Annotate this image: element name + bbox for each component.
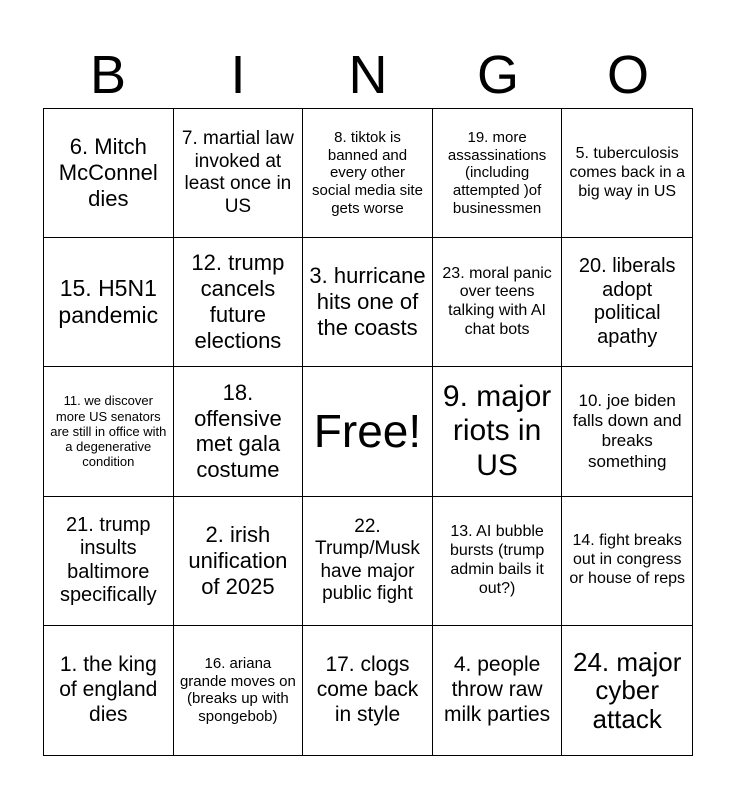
bingo-board [43, 108, 693, 756]
bingo-cell[interactable]: 14. fight breaks out in congress or house of reps [562, 497, 692, 626]
bingo-cell[interactable]: 22. Trump/Musk have major public fight [303, 497, 433, 626]
bingo-cell[interactable]: 24. major cyber attack [573, 646, 682, 734]
bingo-header [43, 42, 693, 108]
bingo-cell[interactable]: 17. clogs come back in style [303, 626, 433, 755]
bingo-cell[interactable]: 21. trump insults baltimore specifically [44, 497, 174, 626]
bingo-cell[interactable]: 16. ariana grande moves on (breaks up with spongebob) [174, 626, 304, 755]
bingo-cell[interactable]: 10. joe biden falls down and breaks something [562, 367, 692, 496]
bingo-cell[interactable]: 3. hurricane hits one of the coasts [303, 238, 433, 367]
bingo-cell[interactable]: 18. offensive met gala costume [174, 367, 304, 496]
header-letter-n: N [348, 45, 388, 105]
bingo-cell[interactable]: 2. irish unification of 2025 [174, 497, 304, 626]
bingo-cell[interactable]: 15. H5N1 pandemic [44, 238, 174, 367]
bingo-cell[interactable]: 19. more assassinations (including attempted )of businessmen [433, 109, 563, 238]
header-letter-o: O [606, 45, 649, 105]
header-letter-g: G [476, 45, 519, 105]
free-space-cell[interactable]: Free! [303, 367, 433, 496]
bingo-cell[interactable]: 11. we discover more US senators are still in office with a degenerative condition [44, 367, 174, 496]
bingo-cell[interactable]: 1. the king of england dies [44, 626, 174, 755]
bingo-cell[interactable]: 12. trump cancels future elections [174, 238, 304, 367]
bingo-cell[interactable]: 7. martial law invoked at least once in US [174, 109, 304, 238]
bingo-cell[interactable]: 8. tiktok is banned and every other social media site gets worse [303, 109, 433, 238]
bingo-cell[interactable]: 13. AI bubble bursts (trump admin bails it out?) [433, 497, 563, 626]
header-letter-b: B [89, 45, 127, 105]
bingo-cell[interactable]: 9. major riots in US [433, 367, 563, 496]
bingo-cell[interactable]: 20. liberals adopt political apathy [562, 238, 692, 367]
bingo-cell[interactable]: 6. Mitch McConnel dies [44, 109, 174, 238]
bingo-cell[interactable]: 23. moral panic over teens talking with AI chat bots [433, 238, 563, 367]
header-letter-i: I [230, 45, 246, 105]
bingo-cell[interactable]: 5. tuberculosis comes back in a big way in US [562, 109, 692, 238]
bingo-cell[interactable]: 4. people throw raw milk parties [433, 626, 563, 755]
